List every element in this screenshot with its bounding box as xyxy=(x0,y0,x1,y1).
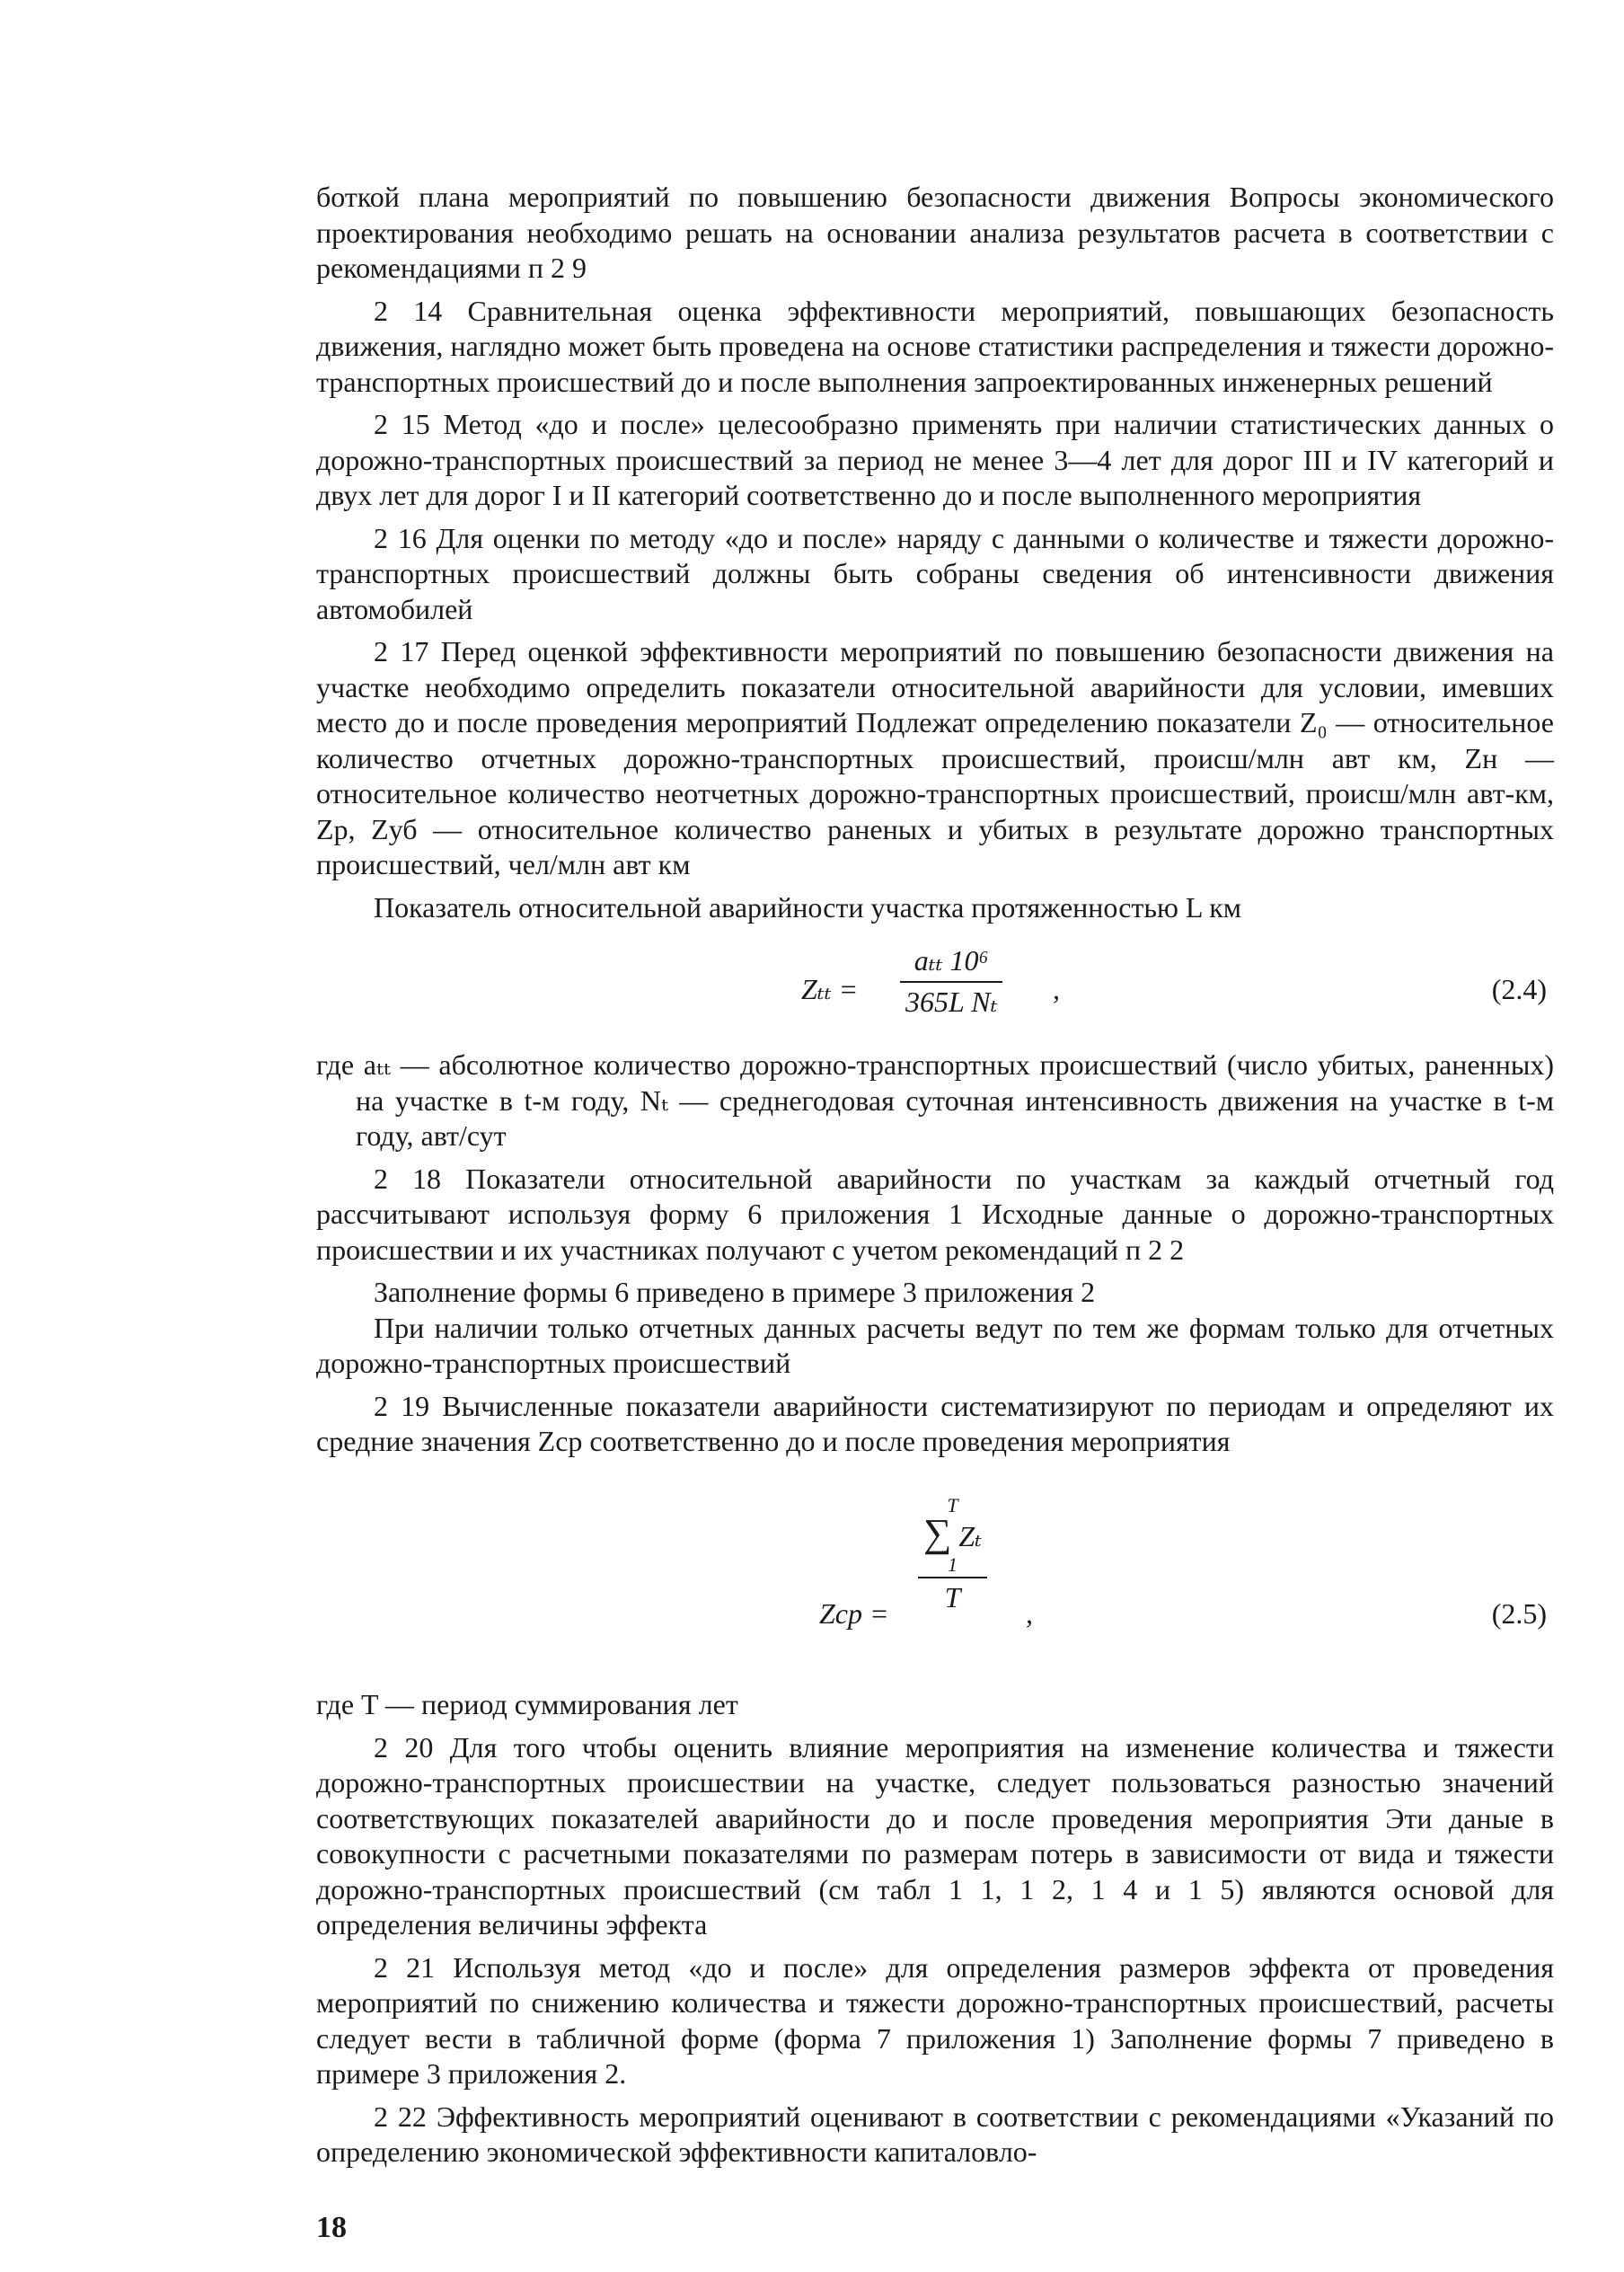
paragraph: Показатель относительной аварийности участка протяженностью L км xyxy=(374,890,1242,924)
formula-fraction xyxy=(900,943,1002,1020)
paragraph: где T — период суммирования лет xyxy=(316,1688,738,1720)
paragraph: Заполнение формы 6 приведено в примере 3 приложения 2 xyxy=(374,1276,1096,1308)
paragraph: 2 19 Вычисленные показатели аварийности систематизируют по периодам и определяют их средние значения Zср соответственно до и после проведения мероприятия xyxy=(316,1389,1554,1457)
equation-number: (2.4) xyxy=(1491,973,1547,1005)
equation-number: (2.5) xyxy=(1491,1597,1547,1630)
paragraph: 2 17 Перед оценкой эффективности мероприятий по повышению безопасности движения на участке необходимо определить показатели относительной аварийности для условии, имевших место до и после проведения мероприятий Подлежат определению показатели Z₀ — относительное количество отчетных дорожно-транспортных происшествий, происш/млн авт км, Zн — относительное количество неотчетных дорожно-транспортных происшествий, происш/млн авт-км, Zр, Zуб — относительное количество раненых и убитых в результате дорожно транспортных происшествий, чел/млн авт км xyxy=(316,635,1554,880)
paragraph: 2 21 Используя метод «до и после» для определения размеров эффекта от проведения мероприятий по снижению количества и тяжести дорожно-транспортных происшествий, расчеты следует вести в табличной форме (форма 7 приложения 1) Заполнение формы 7 приведено в примере 3 приложения 2. xyxy=(316,1950,1554,2090)
text-block-top xyxy=(316,180,1554,925)
paragraph: 2 20 Для того чтобы оценить влияние мероприятия на изменение количества и тяжести дорожно-транспортных происшествии на участке, следует пользоваться разностью значений соответствующих показателей аварийности до и после проведения мероприятия Эти даные в совокупности с расчетными показателями по размерам потерь в зависимости от вида и тяжести дорожно-транспортных происшествий (см табл 1 1, 1 2, 1 4 и 1 5) являются основой для определения величины эффекта xyxy=(316,1730,1554,1940)
fraction-bar xyxy=(900,981,1002,983)
text-block-bottom xyxy=(316,1687,1554,2170)
formula-denominator: T xyxy=(944,1580,961,1613)
paragraph: где aₜₜ — абсолютное количество дорожно-транспортных происшествий (число убитых, раненных) на участке в t-м году, Nₜ — среднегодовая суточная интенсивность движения на участке в t-м году, авт/сут xyxy=(316,1048,1554,1152)
text-block-middle xyxy=(316,1048,1554,1460)
paragraph: 2 15 Метод «до и после» целесообразно применять при наличии статистических данных о дорожно-транспортных происшествий за период не менее 3—4 лет для дорог III и IV категорий и двух лет для дорог I и II категорий соответственно до и после выполненного мероприятия xyxy=(316,408,1554,511)
formula-numerator xyxy=(918,1496,987,1575)
sum-upper-limit: T xyxy=(947,1494,958,1516)
paragraph: 2 22 Эффективность мероприятий оценивают в соответствии с рекомендациями «Указаний по определению экономической эффективности капиталовло- xyxy=(316,2100,1554,2168)
sum-lower-limit: 1 xyxy=(948,1552,958,1576)
formula-tail: , xyxy=(1026,1597,1033,1630)
formula-tail: , xyxy=(1053,973,1060,1005)
paragraph: боткой плана мероприятий по повышению безопасности движения Вопросы экономического проектирования необходимо решать на основании анализа результатов расчета в соответствии с рекомендациями п 2 9 xyxy=(316,181,1554,284)
fraction-bar xyxy=(918,1577,987,1578)
paragraph: 2 14 Сравнительная оценка эффективности мероприятий, повышающих безопасность движения, наглядно может быть проведена на основе статистики распределения и тяжести дорожно-транспортных происшествий до и после выполнения запроектированных инженерных решений xyxy=(316,294,1554,398)
formula-numerator: aₜₜ 10⁶ xyxy=(914,944,989,977)
sum-expression xyxy=(923,1511,983,1555)
paragraph: 2 16 Для оценки по методу «до и после» наряду с данными о количестве и тяжести дорожно-транспортных происшествий должны быть собраны сведения об интенсивности движения автомобилей xyxy=(316,521,1554,625)
formula-lhs: Zср = xyxy=(819,1597,889,1630)
formula-fraction xyxy=(918,1496,987,1615)
formula-2-5 xyxy=(316,1496,1554,1649)
sigma-symbol: ∑ xyxy=(923,1511,952,1555)
formula-2-4 xyxy=(316,943,1554,1042)
sum-term: Zₜ xyxy=(958,1520,983,1552)
paragraph: При наличии только отчетных данных расчеты ведут по тем же формам только для отчетных дорожно-транспортных происшествий xyxy=(316,1311,1554,1379)
paragraph: 2 18 Показатели относительной аварийности по участкам за каждый отчетный год рассчитывают используя форму 6 приложения 1 Исходные данные о дорожно-транспортных происшествии и их участниках получают с учетом рекомендаций п 2 2 xyxy=(316,1162,1554,1266)
formula-denominator: 365L Nₜ xyxy=(905,985,998,1018)
formula-lhs: Zₜₜ = xyxy=(801,973,859,1005)
page-number: 18 xyxy=(316,2211,347,2244)
